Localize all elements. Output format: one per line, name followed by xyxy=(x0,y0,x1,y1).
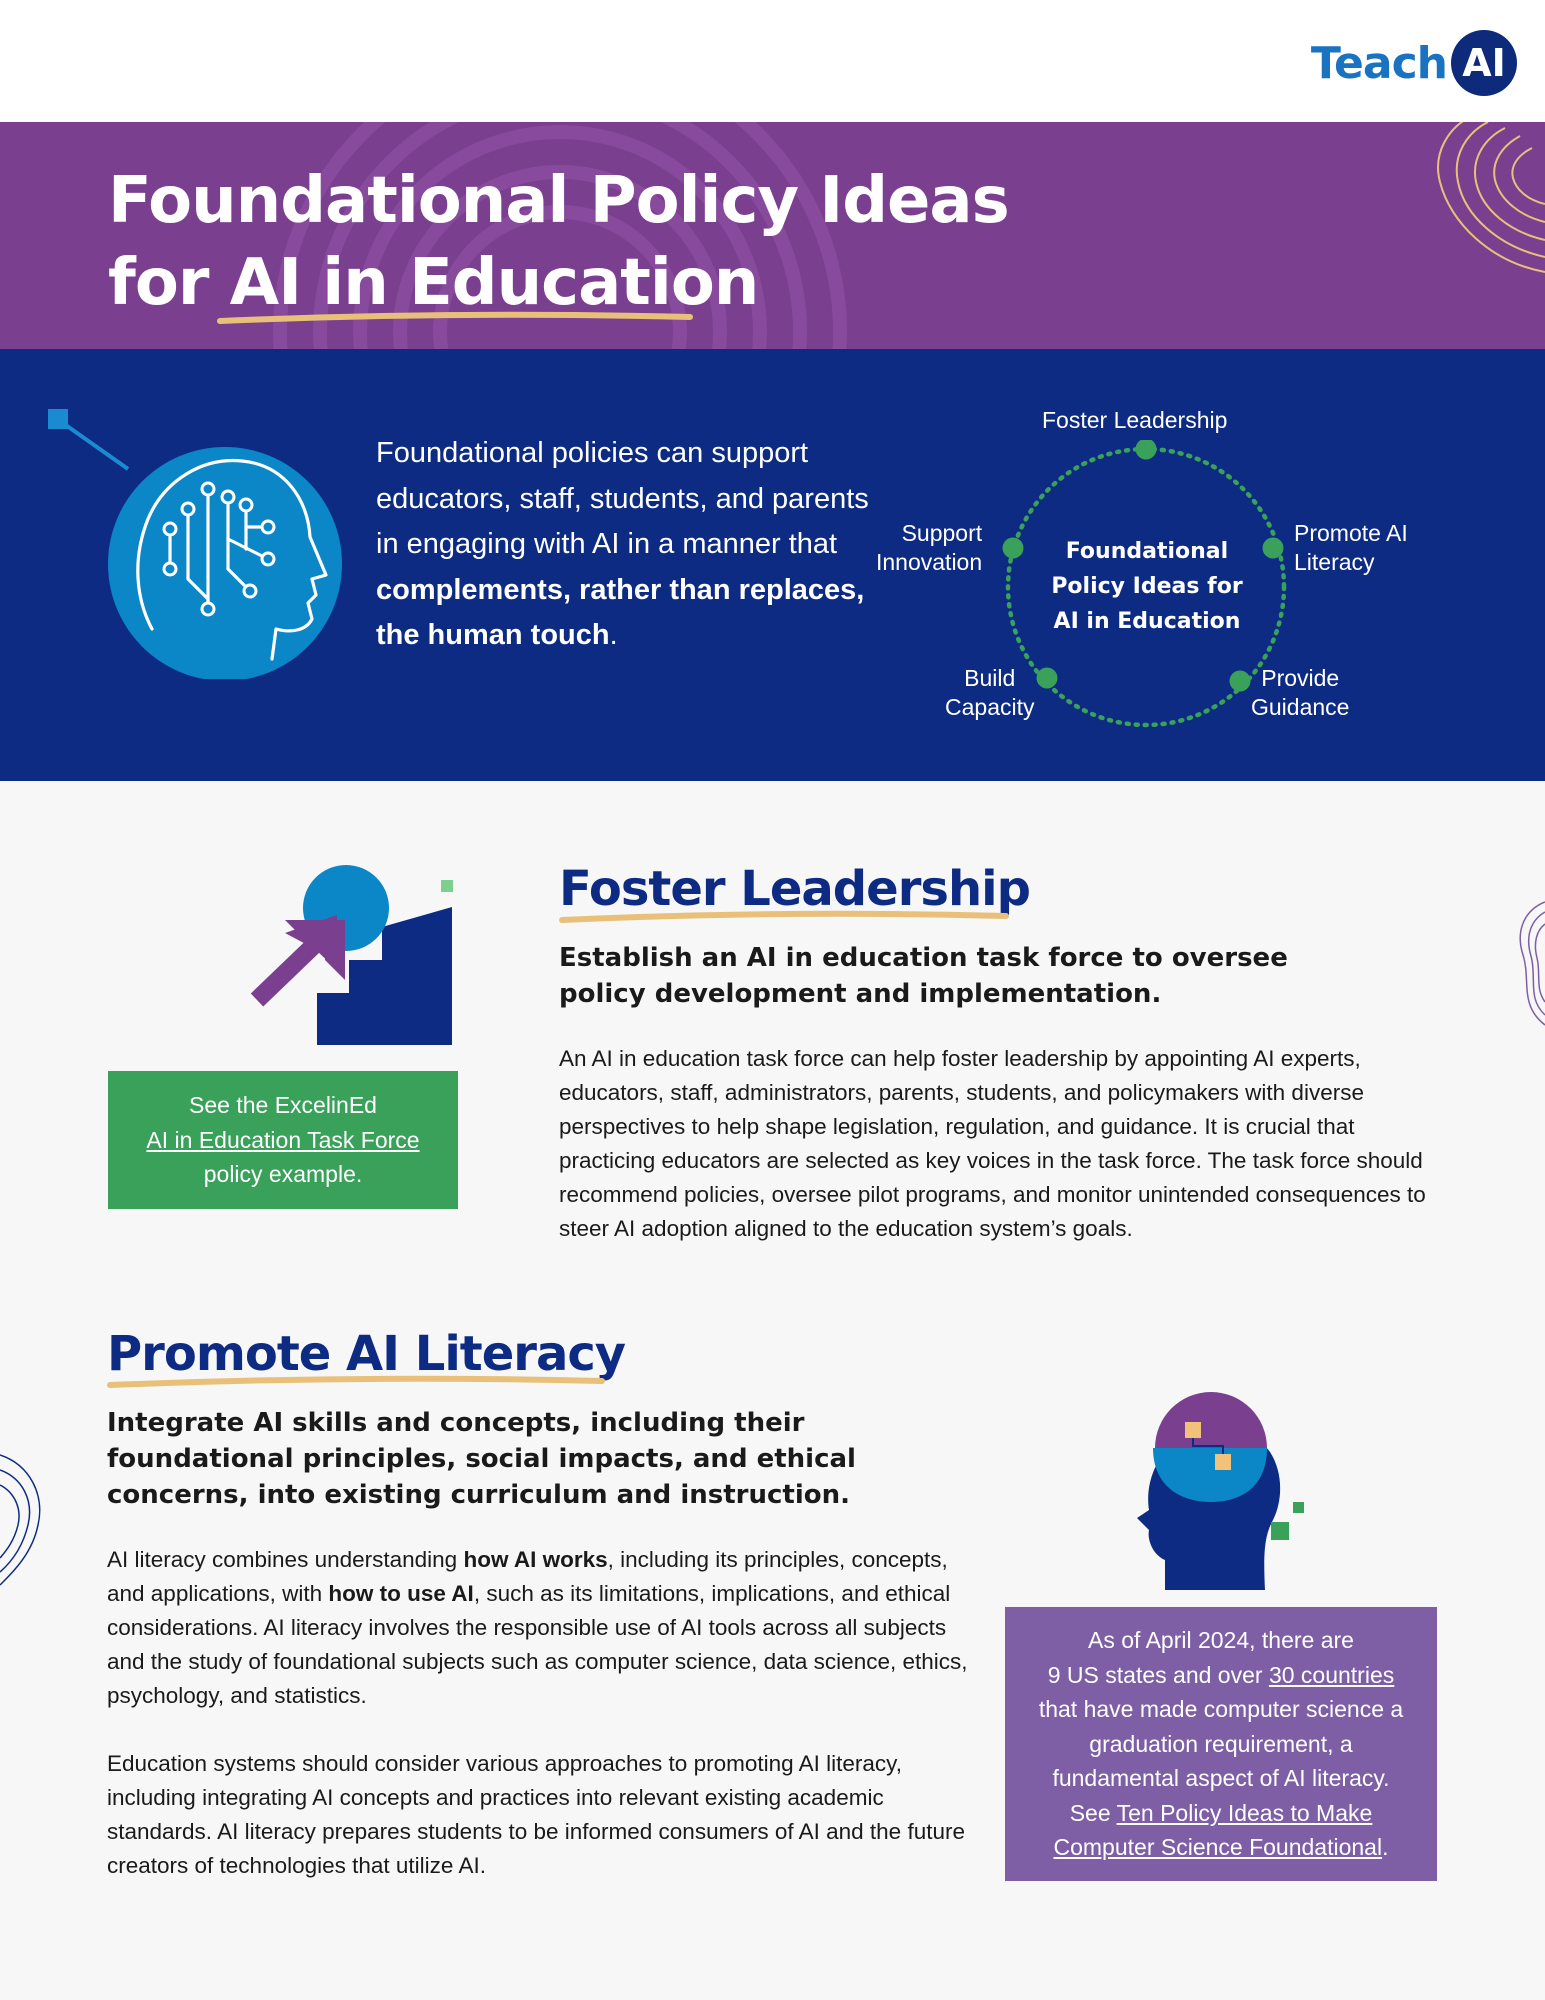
promote-literacy-body-2: Education systems should consider various approaches to promoting AI literacy, including integrating AI concepts and practices into relevant existing academic standards. AI literacy prepares students to be informed consumers of AI and the future creators of technologies that utilize AI. xyxy=(107,1751,965,1878)
cycle-label-build-capacity: Build Capacity xyxy=(945,665,1035,720)
callout-green-line1: See the ExcelinEd xyxy=(189,1092,377,1118)
excelined-callout xyxy=(108,1071,458,1209)
teachai-logo[interactable] xyxy=(1311,30,1517,96)
promote-literacy-heading: Promote AI Literacy xyxy=(107,1326,626,1382)
foster-leadership-subtitle: Establish an AI in education task force to oversee policy development and implementation. xyxy=(559,943,1288,1009)
page-title xyxy=(108,160,1009,324)
promote-literacy-body-1: AI literacy combines understanding how AI works, including its principles, concepts, and applications, with how to use AI, such as its limitations, implications, and ethical considerations. AI literacy involves the responsible use of AI tools across all subjects and the study of foundational subjects such as computer science, data science, ethics, psychology, and statistics. xyxy=(107,1547,968,1708)
foster-heading-underline xyxy=(558,908,1010,928)
left-wave-decoration xyxy=(0,1450,55,1590)
node-provide-guidance xyxy=(1230,671,1251,692)
intro-text-bold: complements, rather than replaces, the human touch xyxy=(376,573,865,651)
intro-text-end: . xyxy=(609,619,618,651)
title-underline xyxy=(215,307,695,331)
cycle-label-provide-guidance: Provide Guidance xyxy=(1251,665,1350,720)
node-foster-leadership xyxy=(1136,440,1157,460)
cycle-center-label: Foundational Policy Ideas for AI in Education xyxy=(1051,539,1243,634)
ten-policy-ideas-link[interactable]: Ten Policy Ideas to Make xyxy=(1116,1799,1373,1826)
callout-green-line3: policy example. xyxy=(203,1161,363,1187)
stairs-arrow-icon xyxy=(245,865,465,1045)
promote-literacy-subtitle: Integrate AI skills and concepts, including their foundational principles, social impacts, and ethical concerns, into existing curriculum and instruction. xyxy=(107,1408,856,1510)
hero-banner xyxy=(0,122,1545,349)
page-title-line1: Foundational Policy Ideas xyxy=(108,164,1009,238)
cycle-label-promote-literacy: Promote AI Literacy xyxy=(1294,520,1408,575)
logo-word: Teach xyxy=(1310,37,1447,89)
task-force-link[interactable]: AI in Education Task Force xyxy=(146,1126,420,1153)
intro-statement xyxy=(376,431,876,659)
intro-text-plain: Foundational policies can support educators, staff, students, and parents in engaging with AI in a manner that xyxy=(376,437,869,560)
foster-leadership-heading: Foster Leadership xyxy=(559,861,1030,917)
ten-policy-ideas-link-cont[interactable]: Computer Science Foundational xyxy=(1053,1834,1383,1860)
page-title-line2: for AI in Education xyxy=(108,246,759,320)
cs-requirement-callout: As of April 2024, there are 9 US states and over 30 countries that have made computer science a graduation requirement, a fundamental aspect of AI literacy. See Ten Policy Ideas to Make Computer Science Foundational. xyxy=(1005,1607,1437,1881)
brain-head-icon xyxy=(40,409,360,679)
node-support-innovation xyxy=(1003,538,1024,559)
node-promote-literacy xyxy=(1263,538,1284,559)
top-bar xyxy=(0,0,1545,122)
thirty-countries-link[interactable]: 30 countries xyxy=(1268,1661,1395,1688)
right-wave-decoration xyxy=(1495,900,1545,1030)
literacy-heading-underline xyxy=(106,1373,606,1393)
foster-leadership-body: An AI in education task force can help foster leadership by appointing AI experts, educators, staff, administrators, parents, students, and policymakers with diverse perspectives to help shape legislation, regulation, and guidance. It is crucial that practicing educators are selected as key voices in the task force. The task force should recommend policies, oversee pilot programs, and monitor unintended consequences to steer AI adoption aligned to the education system’s goals. xyxy=(559,1046,1426,1241)
cycle-label-support-innovation: Support Innovation xyxy=(876,520,983,575)
head-profile-icon xyxy=(1135,1390,1315,1590)
cycle-label-foster-leadership: Foster Leadership xyxy=(1042,407,1228,433)
logo-badge: AI xyxy=(1451,30,1517,96)
node-build-capacity xyxy=(1037,668,1058,689)
